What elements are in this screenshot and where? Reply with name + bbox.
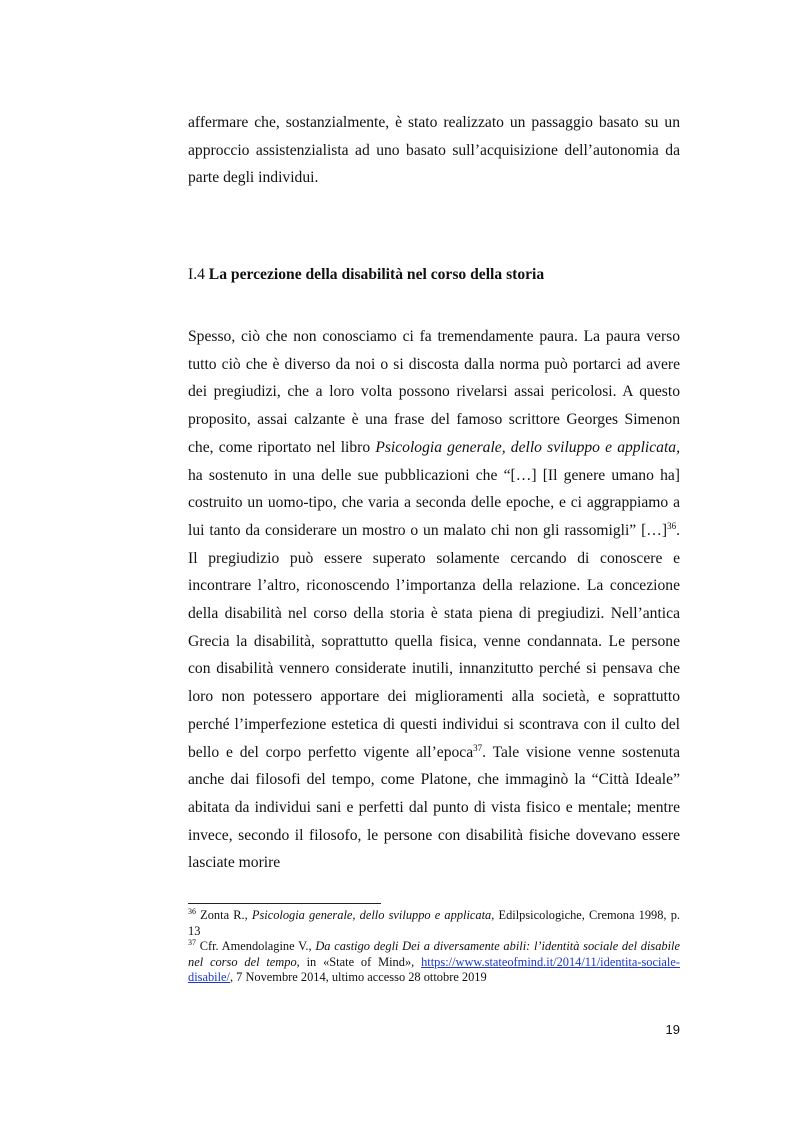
- footnote-text: Zonta R.,: [196, 908, 252, 922]
- footnotes: [188, 908, 680, 986]
- main-paragraph-part3: . Il pregiudizio può essere superato solamente cercando di conoscere e incontrare l’altro, riconoscendo l’importanza della relazione. La concezione della disabilità nel corso della storia è stata piena di pregiudizi. Nell’antica Grecia la disabilità, soprattutto quella fisica, venne condannata. Le persone con disabilità vennero considerate inutili, innanzitutto perché si pensava che loro non potessero apportare dei miglioramenti alla società, e soprattutto perché l’imperfezione estetica di questi individui si scontrava con il culto del bello e del corpo perfetto vigente all’epoca: [188, 521, 680, 761]
- section-heading: [188, 261, 688, 288]
- section-number: I.4: [188, 266, 205, 283]
- main-paragraph-part1: Spesso, ciò che non conosciamo ci fa tremendamente paura. La paura verso tutto ciò che è diverso da noi o si discosta dalla norma può portarci ad avere dei pregiudizi, che a loro volta possono rivelarsi assai pericolosi. A questo proposito, assai calzante è una frase del famoso scrittore Georges Simenon che, come riportato nel libro: [188, 328, 680, 456]
- footnote-text: , 7 Novembre 2014, ultimo accesso 28 ottobre 2019: [229, 970, 487, 985]
- main-paragraph-part2: ha sostenuto in una delle sue pubblicazioni che “[…] [Il genere umano ha] costruito un uomo-tipo, che varia a seconda delle epoche, e ci aggrappiamo a lui tanto da considerare un mostro o un malato chi non gli rassomigli” […]: [188, 466, 680, 539]
- footnote-italic-title: Da castigo degli Dei a diversamente abili: l’identità sociale del disabile nel corso del tempo: [188, 939, 680, 969]
- footnote-separator: [188, 903, 381, 904]
- footnote-ref-37[interactable]: 37: [473, 742, 483, 753]
- footnote-link[interactable]: https://www.stateofmind.it/2014/11/identita-sociale-disabile/: [188, 954, 680, 985]
- page-number: 19: [665, 1022, 680, 1037]
- footnote-ref-36[interactable]: 36: [667, 520, 677, 531]
- footnote-37: [188, 939, 680, 986]
- main-paragraph-part4: . Tale visione venne sostenuta anche dai filosofi del tempo, come Platone, che immaginò la “Città Ideale” abitata da individui sani e perfetti dal punto di vista fisico e mentale; mentre invece, secondo il filosofo, le persone con disabilità fisiche dovevano essere lasciate morire: [188, 743, 680, 872]
- footnote-number: 36: [188, 906, 196, 916]
- footnote-text: Cfr. Amendolagine V.,: [196, 939, 316, 954]
- footnote-text: , in «State of Mind»,: [296, 954, 422, 969]
- section-title: La percezione della disabilità nel corso della storia: [208, 266, 545, 283]
- book-title: Psicologia generale, dello sviluppo e applicata,: [375, 438, 681, 456]
- footnote-36: [188, 908, 680, 939]
- footnote-text: , Edilpsicologiche, Cremona 1998, p. 13: [188, 908, 680, 938]
- footnote-number: 37: [188, 938, 196, 948]
- main-paragraph: [188, 323, 680, 877]
- intro-paragraph: affermare che, sostanzialmente, è stato realizzato un passaggio basato su un approccio assistenzialista ad uno basato sull’acquisizione dell’autonomia da parte degli individui.: [188, 114, 680, 187]
- footnote-italic-title: Psicologia generale, dello sviluppo e applicata: [251, 908, 492, 922]
